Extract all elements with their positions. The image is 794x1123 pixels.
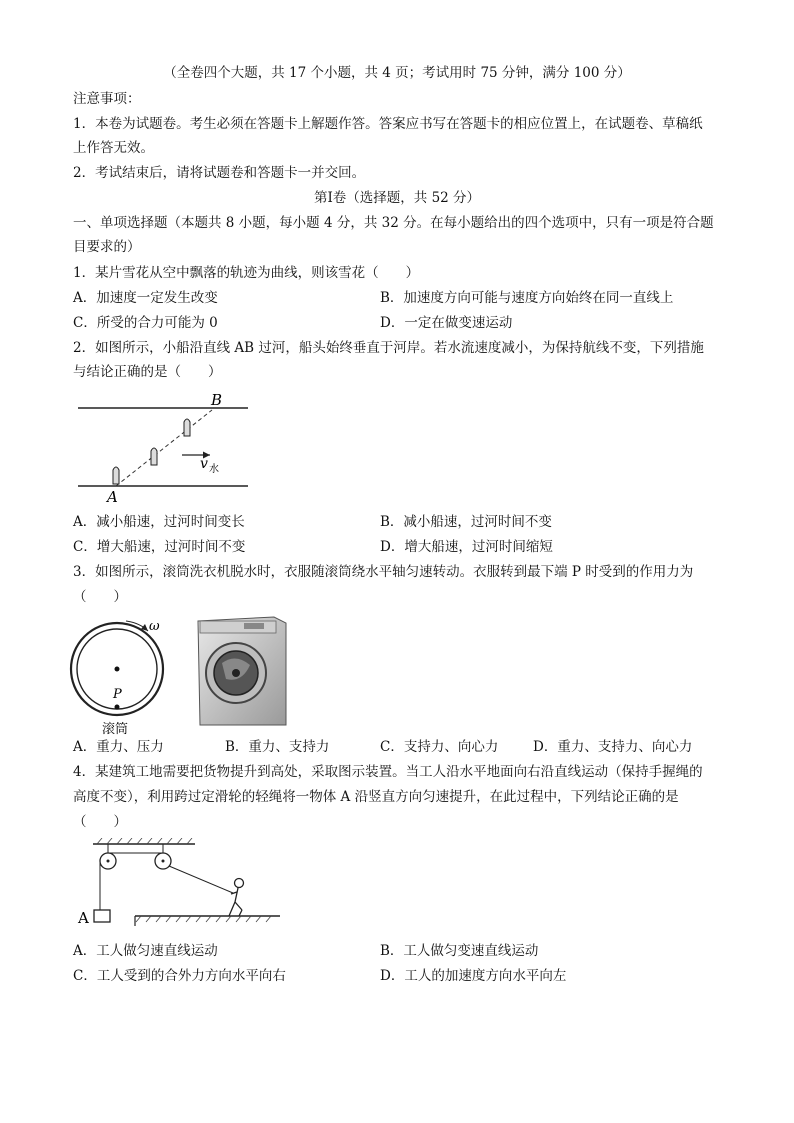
question-1-option-c: C．所受的合力可能为 0 xyxy=(73,315,218,331)
question-1-option-d: D．一定在做变速运动 xyxy=(380,315,513,331)
drum-figure xyxy=(68,613,178,738)
drum-label: 滚筒 xyxy=(102,722,129,737)
question-2-option-d: D．增大船速，过河时间缩短 xyxy=(380,539,553,555)
exam-info: （全卷四个大题，共 17 个小题，共 4 页；考试用时 75 分钟，满分 100 分） xyxy=(163,65,631,81)
question-2-option-c: C．增大船速，过河时间不变 xyxy=(73,539,246,555)
velocity-label: v xyxy=(200,456,208,472)
point-p-label: P xyxy=(113,687,122,702)
question-1-stem: 1．某片雪花从空中飘落的轨迹为曲线，则该雪花（ ） xyxy=(73,265,420,281)
question-4-option-c: C．工人受到的合外力方向水平向右 xyxy=(73,968,286,984)
boat-icon xyxy=(151,448,157,465)
notice-item-2: 2．考试结束后，请将试题卷和答题卡一并交回。 xyxy=(73,165,366,181)
point-b-label: B xyxy=(211,391,223,409)
question-2-stem-cont: 与结论正确的是（ ） xyxy=(73,364,222,380)
notice-item-1-cont: 上作答无效。 xyxy=(73,140,154,156)
question-3-option-d: D．重力、支持力、向心力 xyxy=(533,739,693,755)
question-3-option-c: C．支持力、向心力 xyxy=(380,739,499,755)
question-4-stem-cont: 高度不变），利用跨过定滑轮的轻绳将一物体 A 沿竖直方向匀速提升，在此过程中，下列结论正确的是 xyxy=(73,789,679,805)
question-1-option-b: B．加速度方向可能与速度方向始终在同一直线上 xyxy=(380,290,674,306)
section-intro: 一、单项选择题（本题共 8 小题，每小题 4 分，共 32 分。在每小题给出的四个选项中，只有一项是符合题 xyxy=(73,215,714,231)
question-1-option-a: A．加速度一定发生改变 xyxy=(73,290,218,306)
point-a-label: A xyxy=(107,488,118,506)
question-2-option-b: B．减小船速，过河时间不变 xyxy=(380,514,552,530)
question-2-stem: 2．如图所示，小船沿直线 AB 过河，船头始终垂直于河岸。若水流速度减小，为保持航线不变，下列措施 xyxy=(73,340,704,356)
question-3-stem: 3．如图所示，滚筒洗衣机脱水时，衣服随滚筒绕水平轴匀速转动。衣服转到最下端 P 时受到的作用力为 xyxy=(73,564,694,580)
washing-machine-figure xyxy=(192,613,292,728)
notice-title: 注意事项： xyxy=(73,91,141,107)
question-3-option-a: A．重力、压力 xyxy=(73,739,164,755)
question-3-option-b: B．重力、支持力 xyxy=(225,739,330,755)
velocity-subscript: 水 xyxy=(209,464,219,475)
notice-item-1: 1．本卷为试题卷。考生必须在答题卡上解题作答。答案应书写在答题卡的相应位置上，在试题卷、草稿纸 xyxy=(73,116,703,132)
worker-icon xyxy=(229,879,244,917)
section-intro-cont: 目要求的） xyxy=(73,239,141,255)
river-boat-figure xyxy=(70,388,260,508)
question-4-stem-cont2: （ ） xyxy=(73,814,127,830)
block-a-label: A xyxy=(78,909,89,927)
omega-label: ω xyxy=(149,619,160,634)
boat-icon xyxy=(113,467,119,484)
question-2-option-a: A．减小船速，过河时间变长 xyxy=(73,514,245,530)
boat-icon xyxy=(184,419,190,436)
question-4-stem: 4．某建筑工地需要把货物提升到高处，采取图示装置。当工人沿水平地面向右沿直线运动（保持手握绳的 xyxy=(73,764,703,780)
question-4-option-a: A．工人做匀速直线运动 xyxy=(73,943,218,959)
pulley-figure xyxy=(75,838,285,933)
section-title: 第Ⅰ卷（选择题，共 52 分） xyxy=(313,190,481,206)
question-4-option-b: B．工人做匀变速直线运动 xyxy=(380,943,539,959)
question-4-option-d: D．工人的加速度方向水平向左 xyxy=(380,968,567,984)
question-3-stem-cont: （ ） xyxy=(73,589,127,605)
